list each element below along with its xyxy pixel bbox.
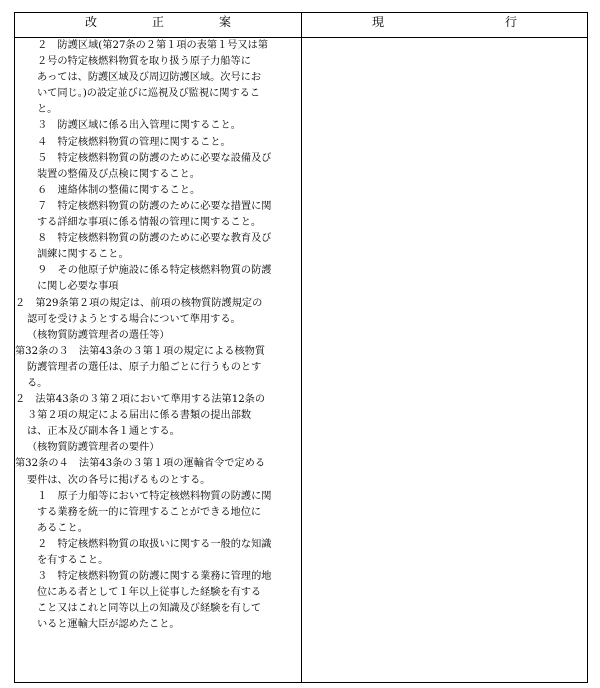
comparison-table (14, 12, 588, 683)
text-line: ３ 特定核燃料物質の防護に関する業務に管理的地 (27, 571, 272, 583)
text-line: 第32条の３ 法第43条の３第１項の規定による核物質 (15, 345, 266, 357)
text-line: ２ 防護区域(第27条の２第１項の表第１号又は第 (27, 40, 269, 51)
text-line: ２ 法第43条の３第２項において準用する法第12条の (15, 394, 266, 406)
header-char: 現 (372, 15, 385, 29)
header-char: 正 (151, 15, 164, 29)
text-line: ７ 特定核燃料物質の防護のために必要な措置に関 (27, 200, 272, 212)
text-line: に関し必要な事項 (37, 281, 119, 293)
text-line: ５ 特定核燃料物質の防護のために必要な設備及び (27, 152, 272, 164)
text-line: する詳細な事項に係る情報の管理に関すること。 (37, 217, 262, 229)
comparison-table-wrapper (14, 12, 587, 682)
text-line: ２ 第29条第２項の規定は、前項の核物質防護規定の (15, 297, 263, 309)
text-line: 認可を受けようとする場合について準用する。 (27, 313, 241, 325)
text-line: ２ 特定核燃料物質の取扱いに関する一般的な知識 (27, 538, 272, 550)
text-line: ９ その他原子炉施設に係る特定核燃料物質の防護 (27, 265, 272, 277)
text-line: １ 原子力船等において特定核燃料物質の防護に関 (27, 490, 272, 502)
header-amendment (15, 13, 302, 38)
text-line: いると運輸大臣が認めたこと。 (37, 619, 180, 631)
text-line: あること。 (37, 522, 88, 534)
text-line: は、正本及び副本各１通とする。 (27, 426, 180, 438)
text-line: 第32条の４ 法第43条の３第１項の運輸省令で定める (15, 458, 266, 470)
text-line: 要件は、次の各号に掲げるものとする。 (27, 474, 211, 486)
text-line: ６ 連絡体制の整備に関すること。 (27, 184, 201, 196)
text-line: 装置の整備及び点検に関すること。 (37, 168, 200, 180)
text-line: ３ 防護区域に係る出入管理に関すること。 (27, 120, 241, 132)
amendment-text (15, 38, 301, 633)
text-line: ２号の特定核燃料物質を取り扱う原子力船等に (37, 56, 251, 68)
header-current (302, 13, 588, 38)
text-line: （核物質防護管理者の要件） (27, 442, 160, 454)
text-line: 訓練に関すること。 (37, 249, 129, 261)
text-line: ３第２項の規定による届出に係る書類の提出部数 (27, 410, 252, 422)
text-line: ８ 特定核燃料物質の防護のために必要な教育及び (27, 233, 272, 245)
text-line: する業務を統一的に管理することができる地位に (37, 506, 262, 518)
body-row (15, 38, 588, 683)
text-line: る。 (27, 377, 48, 389)
header-char: 行 (504, 15, 517, 29)
text-line: あっては、防護区域及び周辺防護区域。次号にお (37, 72, 262, 84)
amendment-column (15, 38, 302, 683)
text-line: ４ 特定核燃料物質の管理に関すること。 (27, 136, 231, 148)
header-row (15, 13, 588, 38)
text-line: 防護管理者の選任は、原子力船ごとに行うものとす (27, 361, 262, 373)
text-line: いて同じ。)の設定並びに巡視及び監視に関するこ (37, 88, 260, 100)
text-line: と。 (37, 104, 58, 116)
text-line: 位にある者として１年以上従事した経験を有する (37, 587, 262, 599)
header-char: 改 (85, 15, 98, 29)
text-line: こと又はこれと同等以上の知識及び経験を有して (37, 603, 262, 615)
current-column (302, 38, 588, 683)
text-line: を有すること。 (37, 555, 109, 566)
header-char: 案 (218, 15, 231, 29)
text-line: （核物質防護管理者の選任等） (27, 329, 170, 341)
